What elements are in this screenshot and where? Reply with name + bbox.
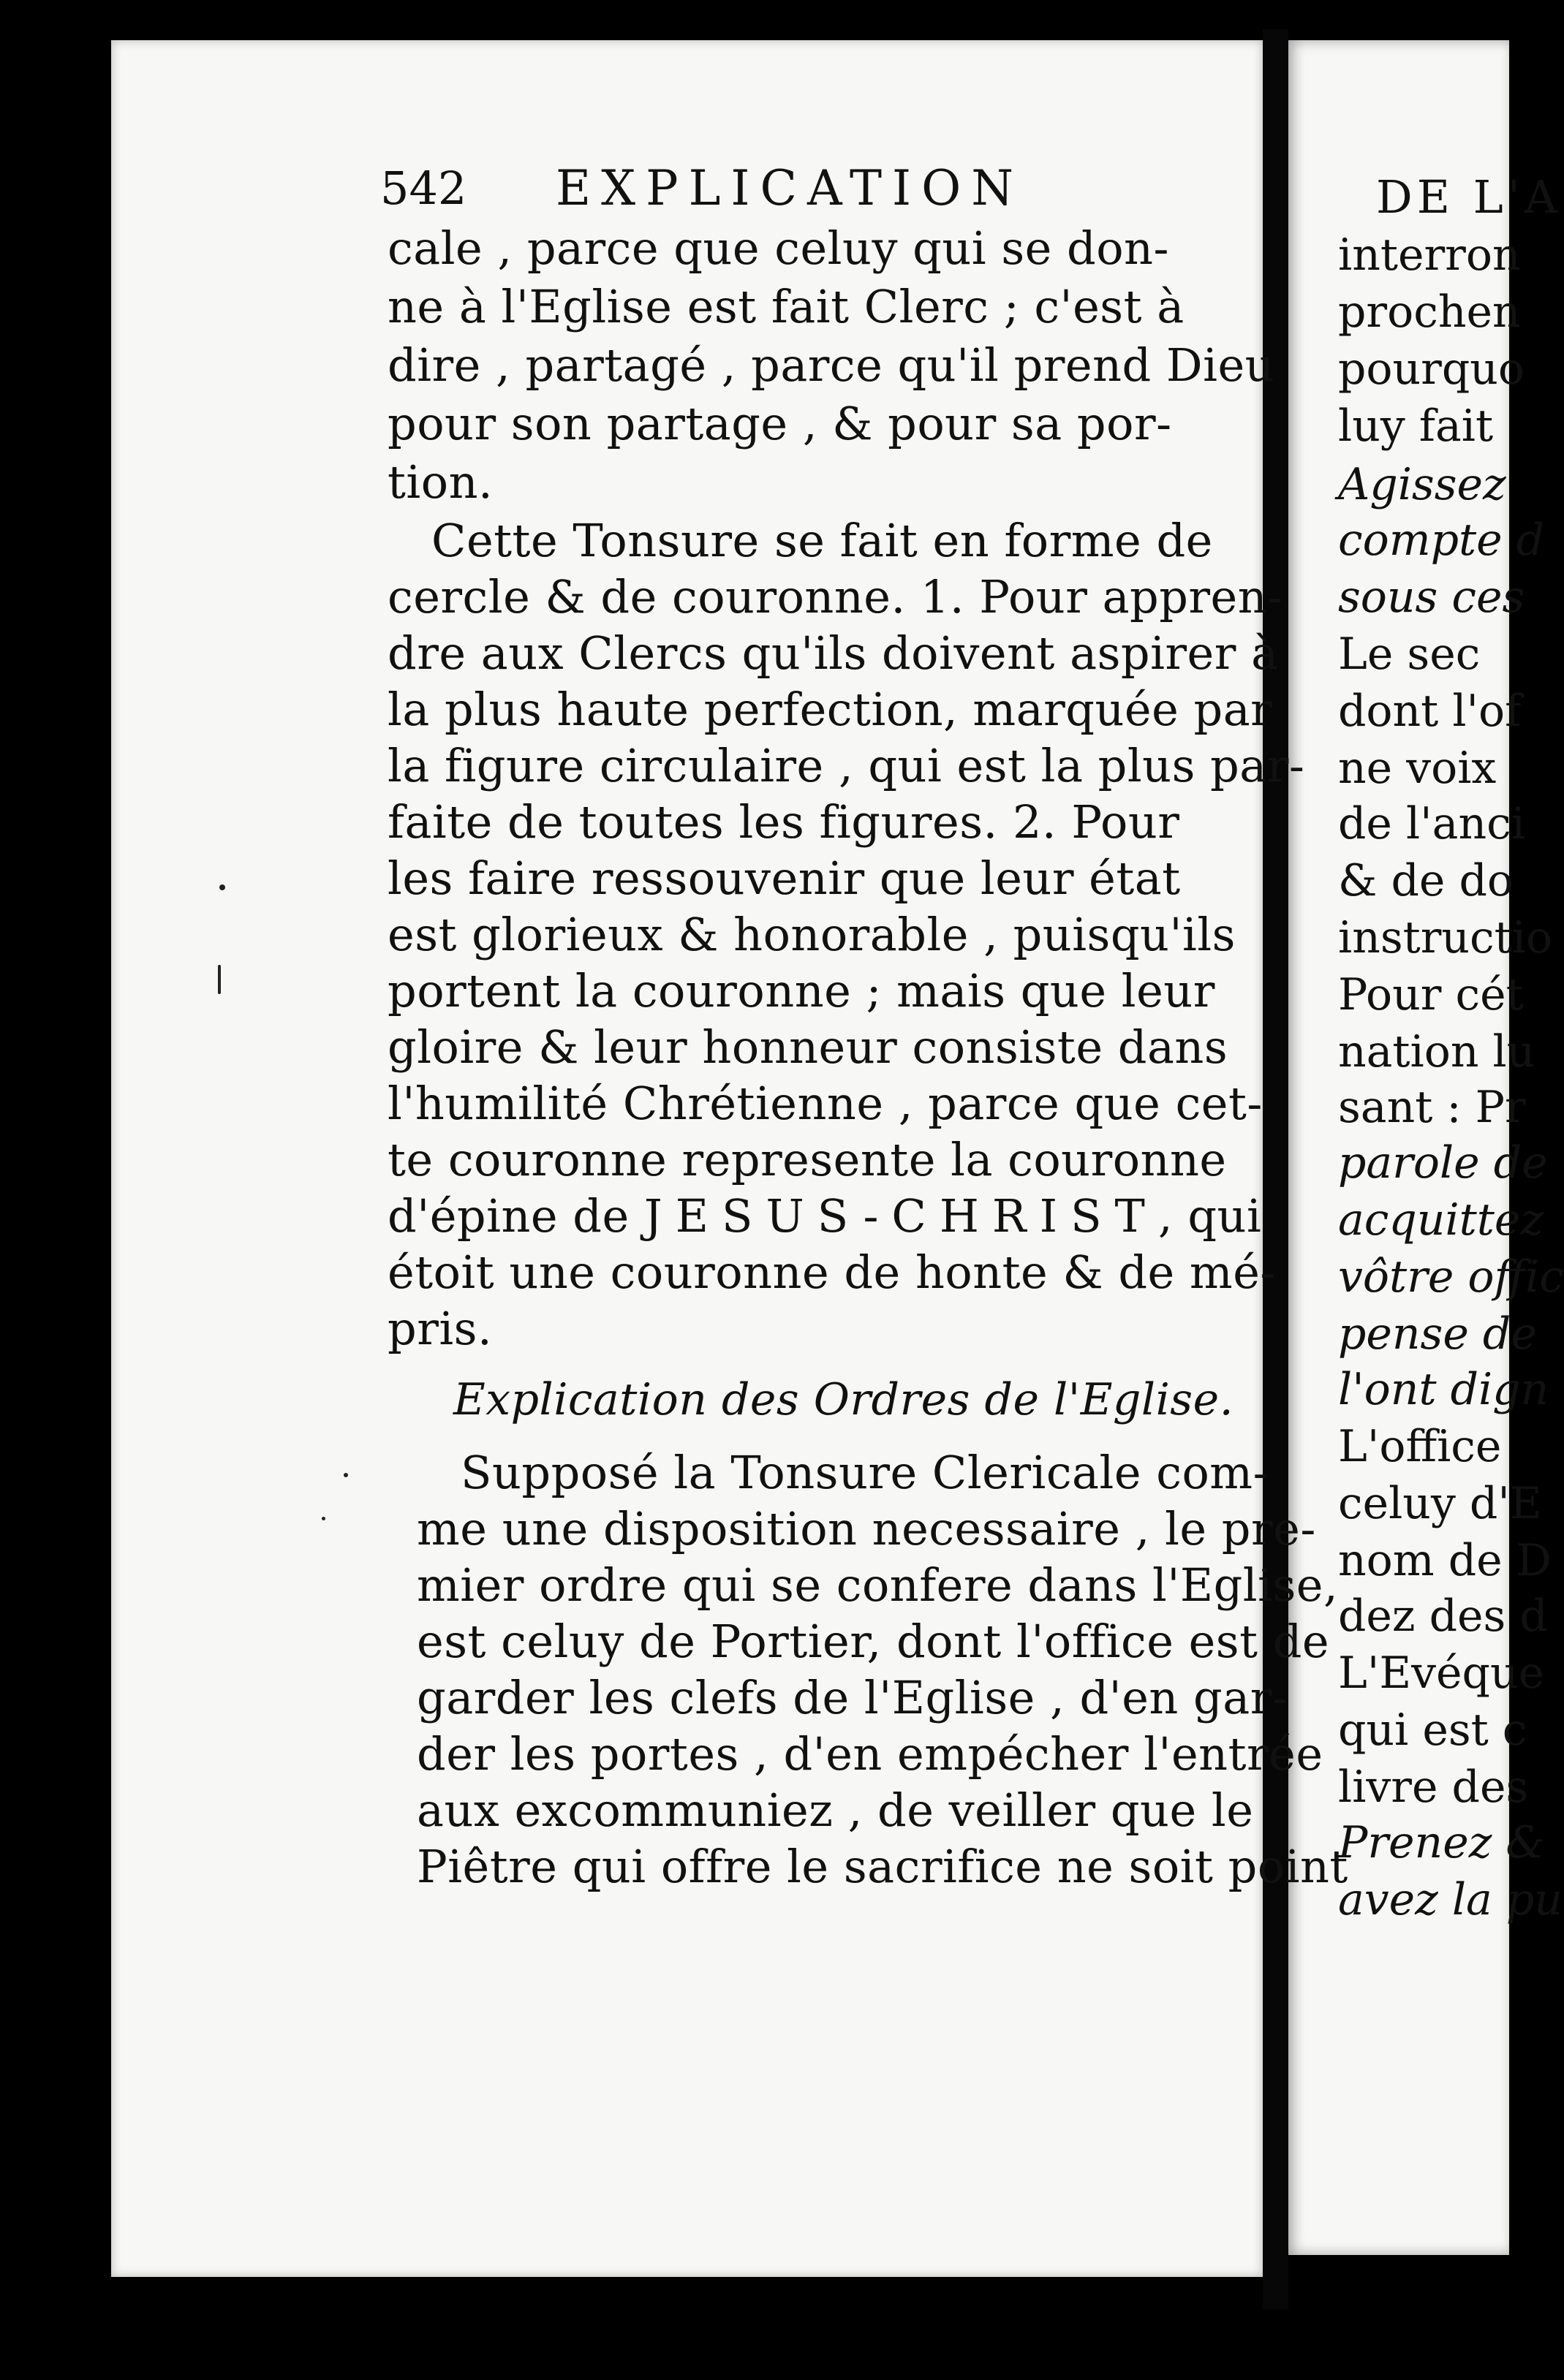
text-line: Supposé la Tonsure Clericale com-: [461, 1446, 1269, 1499]
text-line: Cette Tonsure se fait en forme de: [431, 514, 1213, 567]
right-text-line: avez la pu: [1338, 1874, 1563, 1925]
text-line: dire , partagé , parce qu'il prend Dieu: [388, 338, 1275, 392]
text-line: l'humilité Chrétienne , parce que cet-: [388, 1077, 1263, 1130]
right-text-line: pourquo: [1338, 344, 1525, 395]
right-text-line: L'office: [1338, 1421, 1502, 1472]
right-text-line: sous ces: [1338, 572, 1525, 623]
right-text-line: nation lu: [1338, 1026, 1535, 1077]
running-title: EXPLICATION: [556, 160, 1024, 216]
scan-speck: [322, 1517, 325, 1520]
section-heading: Explication des Ordres de l'Eglise.: [453, 1374, 1234, 1425]
text-line: me une disposition necessaire , le pre-: [417, 1502, 1316, 1555]
text-line: garder les clefs de l'Eglise , d'en gar-: [417, 1671, 1288, 1724]
right-text-line: parole de: [1338, 1137, 1548, 1189]
right-text-line: pense de: [1338, 1308, 1537, 1360]
text-line: dre aux Clercs qu'ils doivent aspirer à: [388, 626, 1279, 680]
text-line: les faire ressouvenir que leur état: [388, 852, 1181, 905]
text-line: Piêtre qui offre le sacrifice ne soit point: [417, 1840, 1348, 1893]
right-text-line: luy fait: [1338, 401, 1494, 452]
jesus-christ-smallcaps: JESUS-CHRIST: [643, 1189, 1158, 1243]
right-text-line: ne voix: [1338, 743, 1497, 794]
right-text-line: dont l'of: [1338, 686, 1522, 737]
text-line: te couronne represente la couronne: [388, 1133, 1227, 1186]
right-text-line: prochen: [1338, 287, 1521, 338]
scan-speck: [344, 1473, 348, 1477]
right-text-line: compte d: [1338, 515, 1545, 566]
right-text-line: Pour cét: [1338, 969, 1524, 1020]
right-text-line: sant : Pr: [1338, 1082, 1526, 1133]
text-line: gloire & leur honneur consiste dans: [388, 1020, 1228, 1074]
right-text-line: & de do: [1338, 855, 1514, 906]
text-line: ne à l'Eglise est fait Clerc ; c'est à: [388, 280, 1185, 333]
text-line: cercle & de couronne. 1. Pour appren-: [388, 570, 1283, 624]
right-text-line: l'ont dign: [1338, 1364, 1549, 1415]
right-text-line: Prenez &: [1338, 1817, 1545, 1868]
right-text-line: Agissez: [1338, 459, 1506, 510]
text-line: portent la couronne ; mais que leur: [388, 964, 1215, 1017]
text-line: pris.: [388, 1302, 493, 1355]
text-line: étoit une couronne de honte & de mé-: [388, 1246, 1276, 1299]
page-number: 542: [380, 162, 467, 215]
right-text-line: celuy d'E: [1338, 1478, 1542, 1529]
text-line: est glorieux & honorable , puisqu'ils: [388, 908, 1236, 961]
text-line: mier ordre qui se confere dans l'Eglise,: [417, 1558, 1339, 1612]
text-line: faite de toutes les figures. 2. Pour: [388, 795, 1180, 849]
text-line: la plus haute perfection, marquée par: [388, 683, 1273, 736]
text-line: cale , parce que celuy qui se don-: [388, 221, 1169, 275]
text-segment: , qui: [1157, 1189, 1262, 1243]
right-running-title: DE L'A: [1376, 170, 1562, 224]
text-line: la figure circulaire , qui est la plus par-: [388, 739, 1305, 792]
text-line: [388, 1187, 1261, 1246]
right-text-line: dez des d: [1338, 1591, 1548, 1642]
scan-speck: [219, 884, 225, 890]
right-text-line: L'Evéque: [1338, 1648, 1545, 1699]
text-line: aux excommuniez , de veiller que le: [417, 1784, 1254, 1837]
right-text-line: Le sec: [1338, 629, 1481, 680]
right-text-line: acquittez: [1338, 1194, 1544, 1246]
right-text-line: vôtre offic: [1338, 1251, 1564, 1303]
text-line: pour son partage , & pour sa por-: [388, 397, 1172, 450]
scan-speck: [218, 965, 221, 994]
right-text-line: de l'anci: [1338, 798, 1525, 849]
text-line: est celuy de Portier, dont l'office est de: [417, 1615, 1330, 1668]
text-segment: d'épine de: [388, 1189, 630, 1243]
right-text-line: qui est c: [1338, 1705, 1527, 1756]
right-text-line: interron: [1338, 230, 1521, 281]
right-text-line: nom de D: [1338, 1535, 1552, 1586]
text-line: der les portes , d'en empécher l'entrée: [417, 1727, 1323, 1781]
text-line: tion.: [388, 455, 494, 509]
right-text-line: livre des: [1338, 1762, 1529, 1813]
right-text-line: instructio: [1338, 912, 1553, 963]
